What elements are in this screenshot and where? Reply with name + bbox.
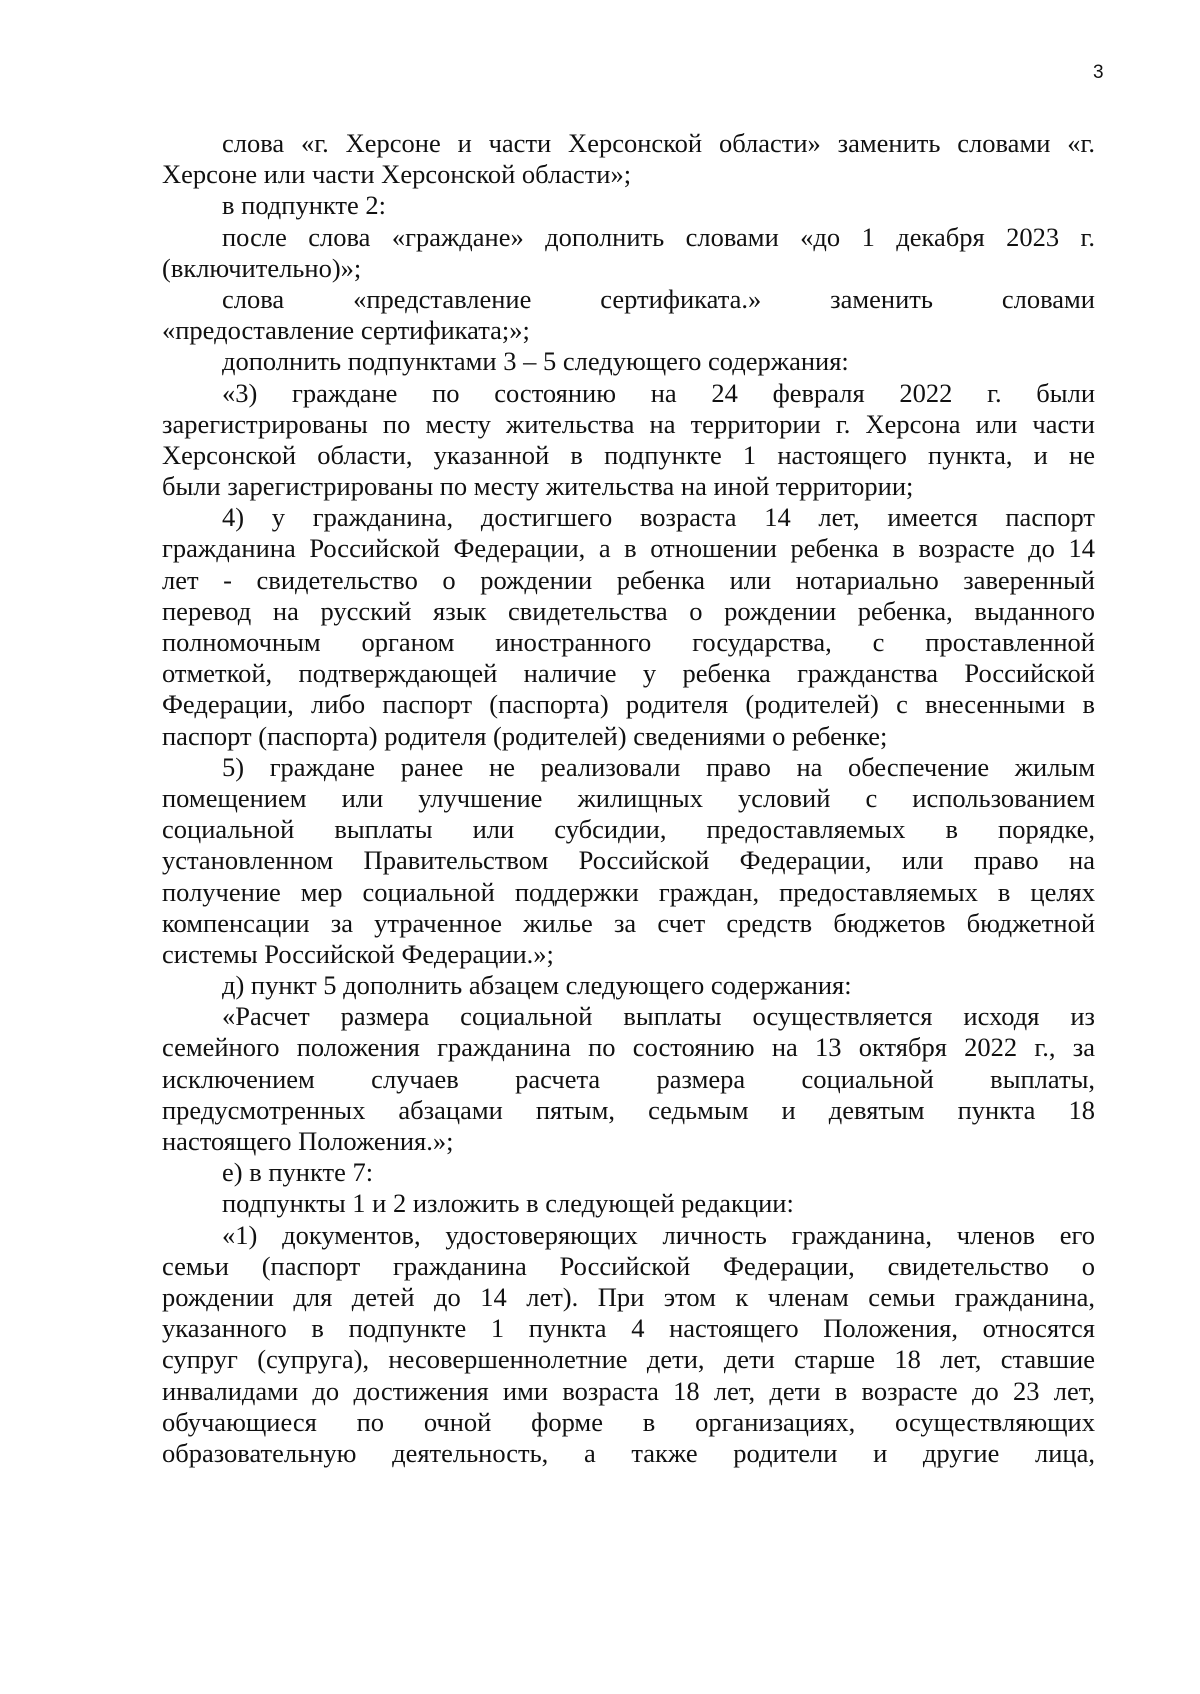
text-line: «Расчет размера социальной выплаты осуществляется исходя из: [222, 1001, 1095, 1032]
text-line: в подпункте 2:: [222, 190, 387, 221]
text-line: социальной выплаты или субсидии, предоставляемых в порядке,: [162, 814, 1095, 845]
text-line: зарегистрированы по месту жительства на территории г. Херсона или части: [162, 408, 1095, 439]
text-line: е) в пункте 7:: [222, 1157, 374, 1188]
text-line: «предоставление сертификата;»;: [162, 315, 530, 346]
text-line: д) пункт 5 дополнить абзацем следующего содержания:: [222, 970, 852, 1001]
text-line: лет - свидетельство о рождении ребенка или нотариально заверенный: [162, 564, 1095, 595]
text-line: после слова «граждане» дополнить словами «до 1 декабря 2023 г.: [222, 221, 1095, 252]
text-line: (включительно)»;: [162, 252, 362, 283]
text-line: были зарегистрированы по месту жительства на иной территории;: [162, 471, 914, 502]
text-line: отметкой, подтверждающей наличие у ребенка гражданства Российской: [162, 658, 1095, 689]
text-line: получение мер социальной поддержки граждан, предоставляемых в целях: [162, 876, 1095, 907]
text-line: установленном Правительством Российской Федерации, или право на: [162, 845, 1095, 876]
text-line: паспорт (паспорта) родителя (родителей) сведениями о ребенке;: [162, 720, 888, 751]
document-body: [162, 128, 1095, 1469]
text-line: «1) документов, удостоверяющих личность гражданина, членов его: [222, 1219, 1095, 1250]
text-line: семейного положения гражданина по состоянию на 13 октября 2022 г., за: [162, 1032, 1095, 1063]
text-line: перевод на русский язык свидетельства о рождении ребенка, выданного: [162, 595, 1095, 626]
page-number: 3: [1093, 62, 1104, 83]
text-line: семьи (паспорт гражданина Российской Федерации, свидетельство о: [162, 1250, 1095, 1281]
text-line: рождении для детей до 14 лет). При этом к членам семьи гражданина,: [162, 1281, 1095, 1312]
text-line: гражданина Российской Федерации, а в отношении ребенка в возрасте до 14: [162, 533, 1095, 564]
text-line: предусмотренных абзацами пятым, седьмым и девятым пункта 18: [162, 1094, 1095, 1125]
text-line: обучающиеся по очной форме в организациях, осуществляющих: [162, 1406, 1095, 1437]
text-line: 5) граждане ранее не реализовали право на обеспечение жилым: [222, 751, 1095, 782]
text-line: подпункты 1 и 2 изложить в следующей редакции:: [222, 1188, 794, 1219]
text-line: полномочным органом иностранного государства, с проставленной: [162, 627, 1095, 657]
text-line: системы Российской Федерации.»;: [162, 938, 554, 969]
text-line: 4) у гражданина, достигшего возраста 14 лет, имеется паспорт: [222, 502, 1095, 533]
text-line: слова «г. Херсоне и части Херсонской области» заменить словами «г.: [222, 128, 1095, 158]
text-line: компенсации за утраченное жилье за счет средств бюджетов бюджетной: [162, 907, 1095, 938]
text-line: Херсоне или части Херсонской области»;: [162, 159, 632, 190]
text-line: Херсонской области, указанной в подпункте 1 настоящего пункта, и не: [162, 439, 1095, 470]
text-line: настоящего Положения.»;: [162, 1126, 454, 1156]
text-line: инвалидами до достижения ими возраста 18 лет, дети в возрасте до 23 лет,: [162, 1375, 1095, 1406]
text-line: слова «представление сертификата.» заменить словами: [222, 283, 1095, 314]
text-line: указанного в подпункте 1 пункта 4 настоящего Положения, относятся: [162, 1313, 1095, 1344]
text-line: исключением случаев расчета размера социальной выплаты,: [162, 1063, 1095, 1094]
text-line: помещением или улучшение жилищных условий с использованием: [162, 782, 1095, 813]
text-line: «3) граждане по состоянию на 24 февраля 2022 г. были: [222, 377, 1095, 408]
text-line: образовательную деятельность, а также родители и другие лица,: [162, 1437, 1095, 1468]
text-line: Федерации, либо паспорт (паспорта) родителя (родителей) с внесенными в: [162, 689, 1095, 720]
text-line: дополнить подпунктами 3 – 5 следующего содержания:: [222, 346, 849, 377]
text-line: супруг (супруга), несовершеннолетние дети, дети старше 18 лет, ставшие: [162, 1344, 1095, 1375]
